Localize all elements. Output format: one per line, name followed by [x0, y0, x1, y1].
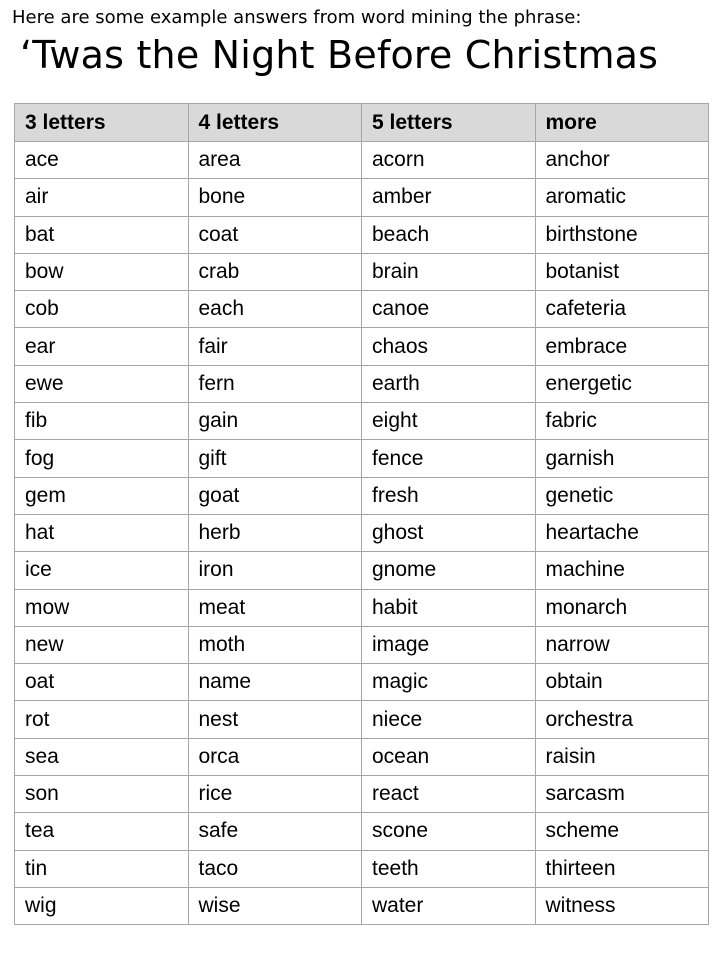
table-cell: mow: [15, 589, 189, 626]
table-cell: bat: [15, 216, 189, 253]
table-cell: herb: [188, 514, 362, 551]
table-cell: embrace: [535, 328, 709, 365]
table-row: [15, 850, 709, 887]
table-cell: scone: [362, 813, 536, 850]
table-row: [15, 701, 709, 738]
table-cell: safe: [188, 813, 362, 850]
table-cell: gem: [15, 477, 189, 514]
table-row: [15, 142, 709, 179]
table-cell: name: [188, 664, 362, 701]
table-row: [15, 776, 709, 813]
table-row: [15, 477, 709, 514]
table-cell: gift: [188, 440, 362, 477]
table-cell: brain: [362, 253, 536, 290]
table-body: [15, 142, 709, 925]
table-cell: garnish: [535, 440, 709, 477]
table-cell: sarcasm: [535, 776, 709, 813]
table-cell: orchestra: [535, 701, 709, 738]
table-cell: eight: [362, 403, 536, 440]
column-header: 5 letters: [362, 104, 536, 142]
table-cell: magic: [362, 664, 536, 701]
table-cell: gnome: [362, 552, 536, 589]
table-cell: oat: [15, 664, 189, 701]
table-cell: image: [362, 626, 536, 663]
table-cell: birthstone: [535, 216, 709, 253]
intro-text: Here are some example answers from word mining the phrase:: [12, 7, 582, 28]
table-cell: air: [15, 179, 189, 216]
table-cell: gain: [188, 403, 362, 440]
table-cell: wise: [188, 887, 362, 924]
table-cell: habit: [362, 589, 536, 626]
table-cell: raisin: [535, 738, 709, 775]
table-cell: each: [188, 291, 362, 328]
table-row: [15, 291, 709, 328]
table-cell: acorn: [362, 142, 536, 179]
table-cell: fabric: [535, 403, 709, 440]
table-cell: obtain: [535, 664, 709, 701]
table-row: [15, 253, 709, 290]
table-cell: meat: [188, 589, 362, 626]
table-cell: heartache: [535, 514, 709, 551]
table-row: [15, 813, 709, 850]
table-cell: scheme: [535, 813, 709, 850]
page-title: ‘Twas the Night Before Christmas: [20, 33, 659, 77]
table-cell: nest: [188, 701, 362, 738]
table-cell: monarch: [535, 589, 709, 626]
column-header: more: [535, 104, 709, 142]
column-header: 4 letters: [188, 104, 362, 142]
table-cell: chaos: [362, 328, 536, 365]
table-cell: botanist: [535, 253, 709, 290]
table-cell: ear: [15, 328, 189, 365]
table-row: [15, 589, 709, 626]
table-cell: ace: [15, 142, 189, 179]
table-cell: bow: [15, 253, 189, 290]
table-cell: teeth: [362, 850, 536, 887]
table-cell: genetic: [535, 477, 709, 514]
table-row: [15, 738, 709, 775]
table-cell: orca: [188, 738, 362, 775]
table-cell: moth: [188, 626, 362, 663]
table-cell: coat: [188, 216, 362, 253]
table-cell: beach: [362, 216, 536, 253]
table-cell: energetic: [535, 365, 709, 402]
table-cell: fence: [362, 440, 536, 477]
table-cell: hat: [15, 514, 189, 551]
table-cell: machine: [535, 552, 709, 589]
table-cell: cafeteria: [535, 291, 709, 328]
table-cell: fresh: [362, 477, 536, 514]
table-cell: area: [188, 142, 362, 179]
table-cell: react: [362, 776, 536, 813]
table-cell: ice: [15, 552, 189, 589]
table-cell: amber: [362, 179, 536, 216]
table-cell: taco: [188, 850, 362, 887]
table-cell: tea: [15, 813, 189, 850]
table-cell: aromatic: [535, 179, 709, 216]
table-cell: rice: [188, 776, 362, 813]
table-row: [15, 403, 709, 440]
table-row: [15, 626, 709, 663]
table-cell: fib: [15, 403, 189, 440]
table-row: [15, 365, 709, 402]
table-cell: son: [15, 776, 189, 813]
table-cell: bone: [188, 179, 362, 216]
table-cell: thirteen: [535, 850, 709, 887]
table-cell: fog: [15, 440, 189, 477]
table-row: [15, 328, 709, 365]
word-table: [14, 103, 709, 925]
table-cell: ocean: [362, 738, 536, 775]
table-cell: wig: [15, 887, 189, 924]
table-cell: anchor: [535, 142, 709, 179]
table-row: [15, 179, 709, 216]
table-row: [15, 664, 709, 701]
table-cell: tin: [15, 850, 189, 887]
table-cell: cob: [15, 291, 189, 328]
table-cell: iron: [188, 552, 362, 589]
table-cell: canoe: [362, 291, 536, 328]
table-cell: witness: [535, 887, 709, 924]
table-cell: sea: [15, 738, 189, 775]
table-cell: niece: [362, 701, 536, 738]
table-cell: ghost: [362, 514, 536, 551]
table-cell: narrow: [535, 626, 709, 663]
table-cell: earth: [362, 365, 536, 402]
table-cell: fair: [188, 328, 362, 365]
table-cell: goat: [188, 477, 362, 514]
table-row: [15, 440, 709, 477]
table-cell: new: [15, 626, 189, 663]
column-header: 3 letters: [15, 104, 189, 142]
table-row: [15, 514, 709, 551]
table-cell: rot: [15, 701, 189, 738]
table-cell: water: [362, 887, 536, 924]
table-row: [15, 887, 709, 924]
table-cell: crab: [188, 253, 362, 290]
table-cell: ewe: [15, 365, 189, 402]
table-cell: fern: [188, 365, 362, 402]
table-row: [15, 552, 709, 589]
table-header-row: [15, 104, 709, 142]
table-row: [15, 216, 709, 253]
